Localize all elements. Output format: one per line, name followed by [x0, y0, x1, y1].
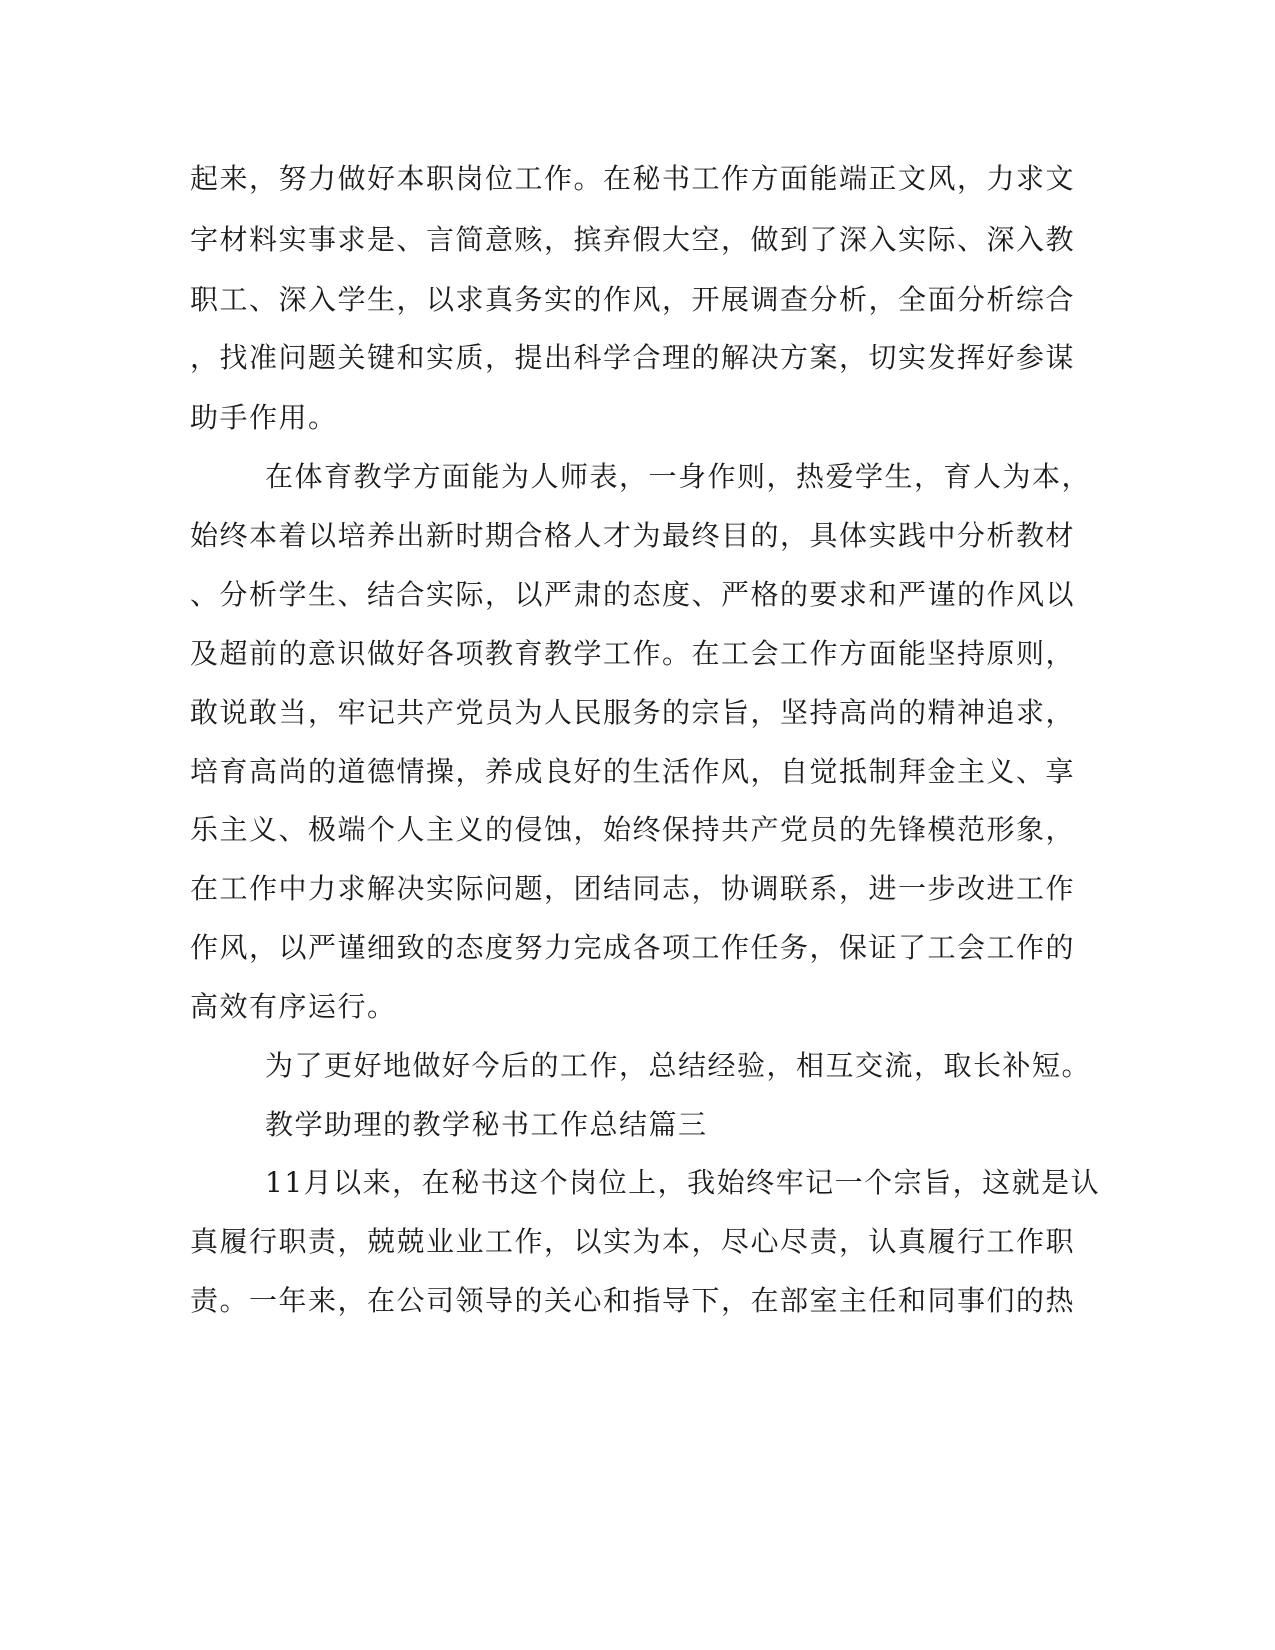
paragraph-start-line: 11月以来，在秘书这个岗位上，我始终牢记一个宗旨，这就是认	[265, 1166, 1101, 1199]
text-line: 乐主义、极端个人主义的侵蚀，始终保持共产党员的先锋模范形象，	[190, 813, 1076, 846]
text-line: 字材料实事求是、言简意赅，摈弃假大空，做到了深入实际、深入教	[190, 223, 1076, 256]
text-line: 真履行职责，兢兢业业工作，以实为本，尽心尽责，认真履行工作职	[190, 1225, 1076, 1258]
text-line: 职工、深入学生，以求真务实的作风，开展调查分析，全面分析综合	[190, 283, 1076, 316]
section-heading: 教学助理的教学秘书工作总结篇三	[265, 1108, 708, 1141]
text-line: 作风，以严谨细致的态度努力完成各项工作任务，保证了工会工作的	[190, 931, 1076, 964]
text-line: 敢说敢当，牢记共产党员为人民服务的宗旨，坚持高尚的精神追求，	[190, 696, 1076, 729]
text-line: 始终本着以培养出新时期合格人才为最终目的，具体实践中分析教材	[190, 519, 1076, 552]
text-line: 及超前的意识做好各项教育教学工作。在工会工作方面能坚持原则，	[190, 637, 1076, 670]
text-line: 责。一年来，在公司领导的关心和指导下，在部室主任和同事们的热	[190, 1284, 1076, 1317]
text-line: 起来，努力做好本职岗位工作。在秘书工作方面能端正文风，力求文	[190, 162, 1076, 195]
paragraph-start-line: 为了更好地做好今后的工作，总结经验，相互交流，取长补短。	[265, 1049, 1092, 1082]
paragraph-start-line: 在体育教学方面能为人师表，一身作则，热爱学生，育人为本，	[265, 460, 1092, 493]
text-line: 、分析学生、结合实际，以严肃的态度、严格的要求和严谨的作风以	[190, 578, 1076, 611]
text-line: 培育高尚的道德情操，养成良好的生活作风，自觉抵制拜金主义、享	[190, 755, 1076, 788]
text-line: 在工作中力求解决实际问题，团结同志，协调联系，进一步改进工作	[190, 872, 1076, 905]
text-line: 助手作用。	[190, 401, 338, 434]
text-line: 高效有序运行。	[190, 990, 397, 1023]
text-line: ，找准问题关键和实质，提出科学合理的解决方案，切实发挥好参谋	[190, 341, 1076, 374]
